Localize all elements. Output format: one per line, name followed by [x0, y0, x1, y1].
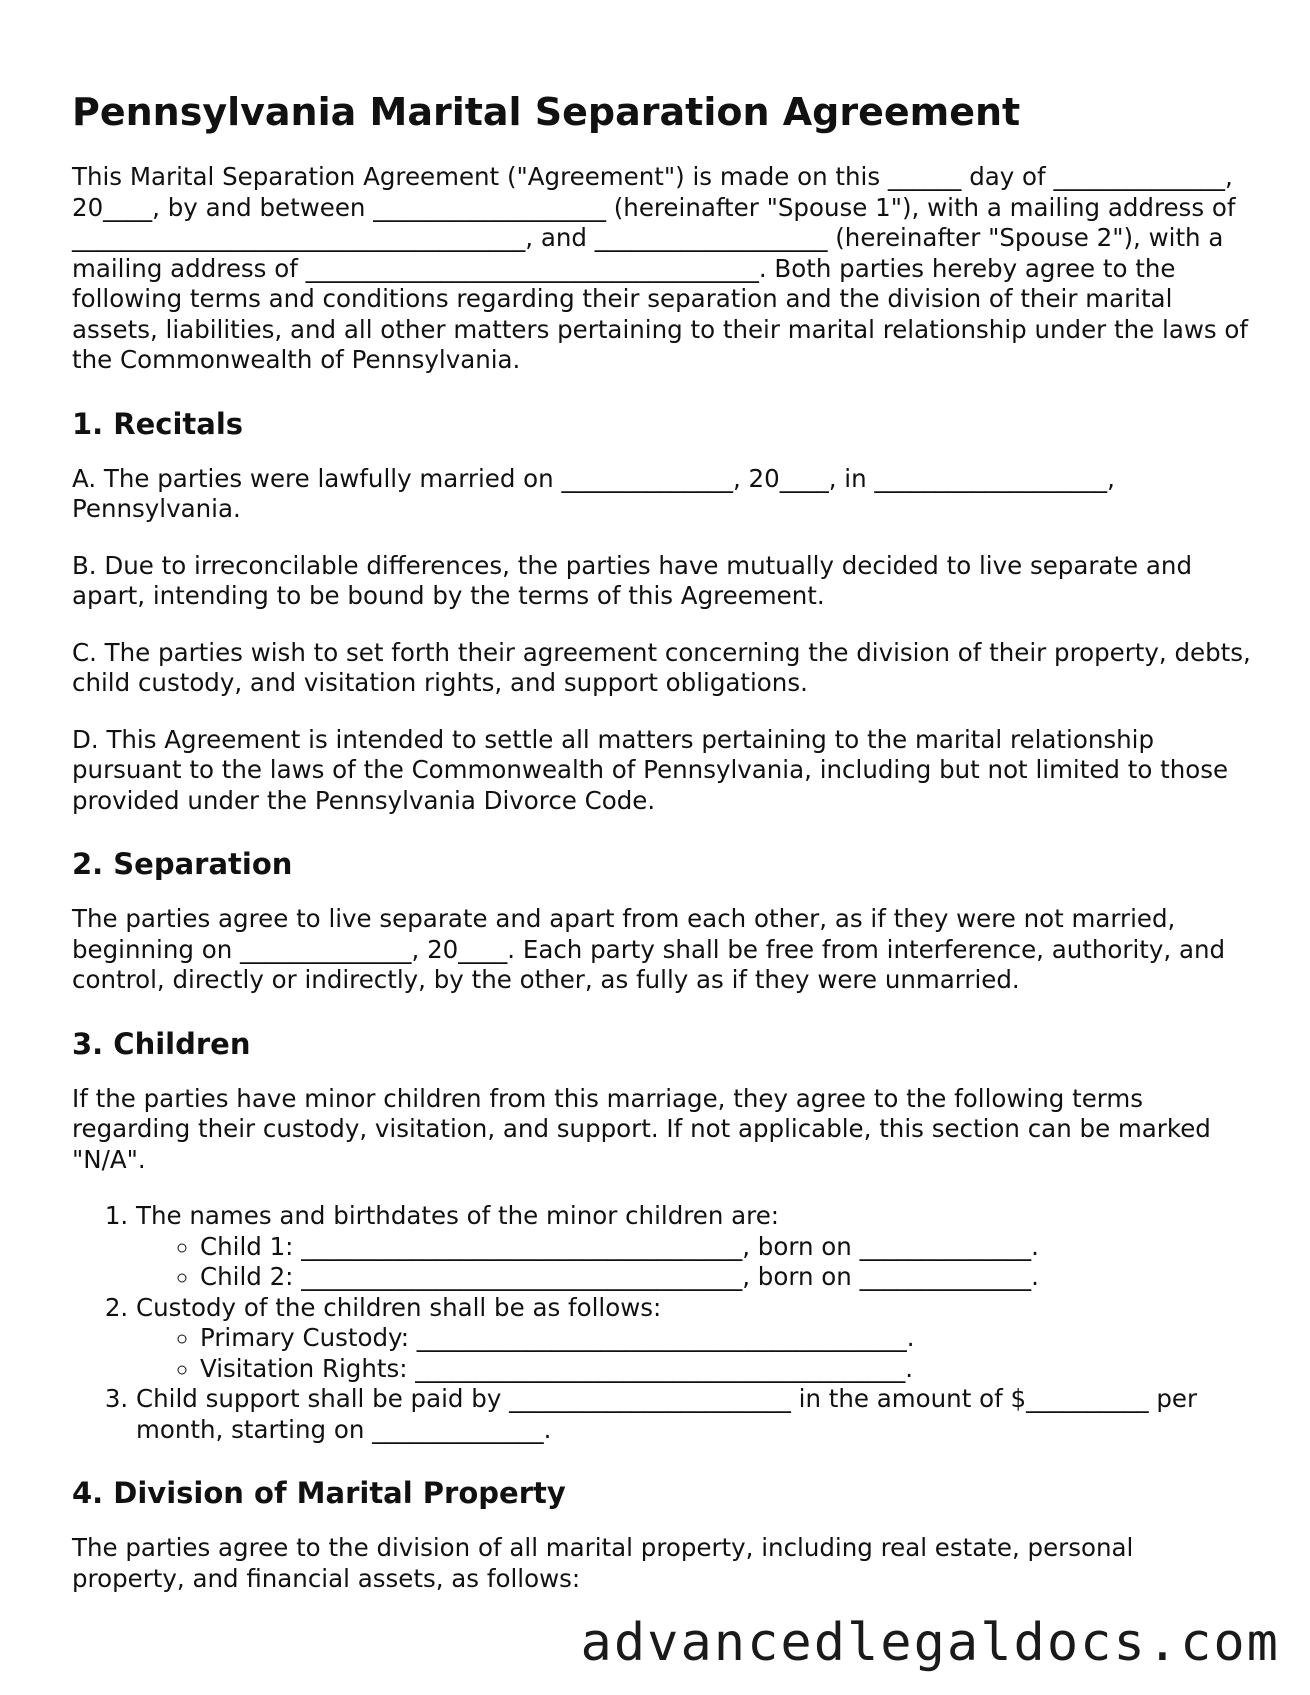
- children-names-label: The names and birthdates of the minor children are:: [136, 1201, 780, 1230]
- watermark-text: advancedlegaldocs.com: [580, 1613, 1280, 1673]
- document-title: Pennsylvania Marital Separation Agreement: [72, 90, 1021, 134]
- list-item: [136, 1201, 1252, 1293]
- document-page: [72, 78, 1252, 1620]
- primary-custody-line: ◦ Primary Custody: ________________________________________.: [200, 1323, 1252, 1354]
- recital-d: D. This Agreement is intended to settle all matters pertaining to the marital relationship pursuant to the laws of the Commonwealth of Pennsylvania, including but not limited to those provided under the Pennsylvania Divorce Code.: [72, 724, 1229, 815]
- section-heading-separation: 2. Separation: [72, 847, 293, 881]
- recital-b: B. Due to irreconcilable differences, the parties have mutually decided to live separate and apart, intending to be bound by the terms of this Agreement.: [72, 550, 1193, 610]
- section-heading-children: 3. Children: [72, 1026, 251, 1061]
- custody-label: Custody of the children shall be as follows:: [136, 1292, 662, 1322]
- separation-paragraph: The parties agree to live separate and apart from each other, as if they were not married, beginning on ______________, 20____. Each party shall be free from interference, authority, and control, directly or indirectly, by the other, as fully as if they were unmarried.: [72, 904, 1226, 994]
- children-sublist: [136, 1232, 1252, 1293]
- child-2-line: ◦ Child 2: ____________________________________, born on ______________.: [200, 1262, 1252, 1293]
- intro-paragraph: This Marital Separation Agreement ("Agreement") is made on this ______ day of ______________, 20____, by and between ___________________ (hereinafter "Spouse 1"), with a mailing address of _____________________________________, and ___________________ (hereinafter "Spouse 2"), with a mailing address of _____________________________________. Both parties hereby agree to the following terms and conditions regarding their separation and the division of their marital assets, liabilities, and all other matters pertaining to their marital relationship under the laws of the Commonwealth of Pennsylvania.: [72, 162, 1249, 374]
- recital-a: A. The parties were lawfully married on ______________, 20____, in ___________________, Pennsylvania.: [72, 463, 1115, 523]
- visitation-rights-line: ◦ Visitation Rights: ________________________________________.: [200, 1354, 1252, 1385]
- children-paragraph: If the parties have minor children from this marriage, they agree to the following terms regarding their custody, visitation, and support. If not applicable, this section can be marked "N/A".: [72, 1083, 1211, 1174]
- property-paragraph: The parties agree to the division of all marital property, including real estate, personal property, and financial assets, as follows:: [72, 1533, 1134, 1593]
- section-heading-recitals: 1. Recitals: [72, 406, 244, 441]
- list-item: [136, 1293, 1252, 1385]
- recital-c: C. The parties wish to set forth their agreement concerning the division of their property, debts, child custody, and visitation rights, and support obligations.: [72, 637, 1251, 697]
- custody-sublist: [136, 1323, 1252, 1384]
- section-heading-property: 4. Division of Marital Property: [72, 1476, 566, 1510]
- child-1-line: ◦ Child 1: ____________________________________, born on ______________.: [200, 1232, 1252, 1263]
- child-support-line: 3. Child support shall be paid by _______________________ in the amount of $__________ per month, starting on ______________.: [136, 1384, 1252, 1445]
- children-list: [72, 1201, 1252, 1445]
